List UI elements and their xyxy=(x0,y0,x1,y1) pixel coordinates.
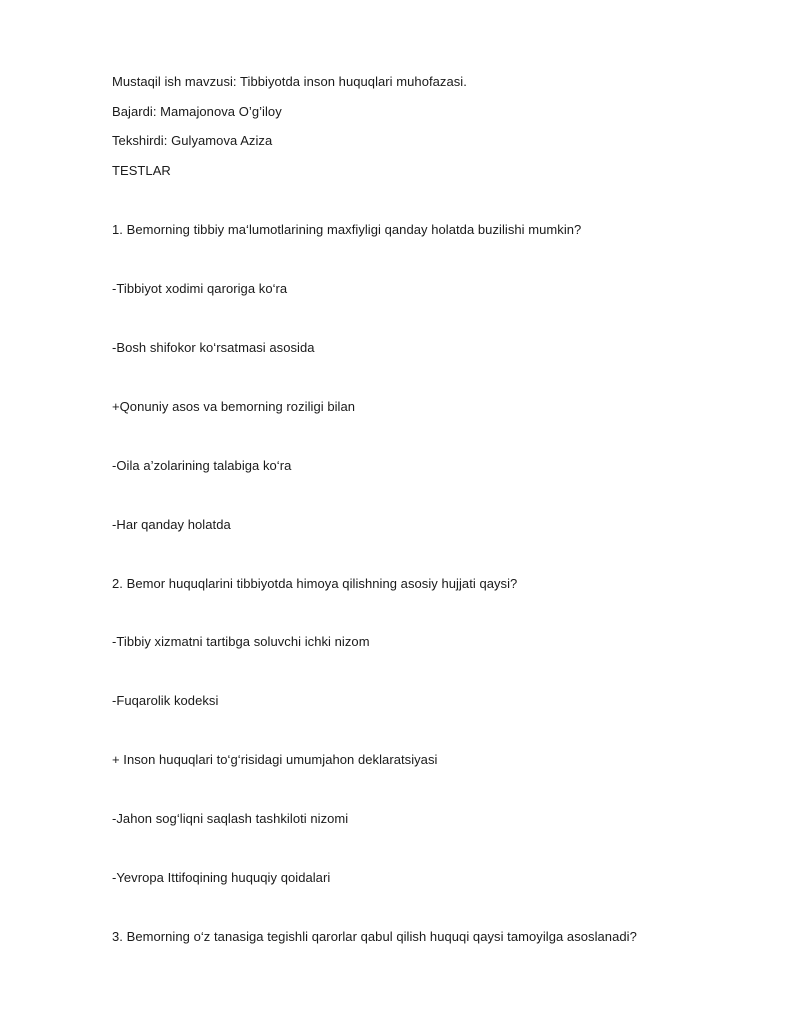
topic-line: Mustaqil ish mavzusi: Tibbiyotda inson huquqlari muhofazasi. xyxy=(112,74,467,89)
author-line: Bajardi: Mamajonova O’g’iloy xyxy=(112,104,282,119)
section-heading: TESTLAR xyxy=(112,163,171,178)
question-1-option-2: -Bosh shifokor ko‘rsatmasi asosida xyxy=(112,340,315,355)
question-1-option-1: -Tibbiyot xodimi qaroriga ko‘ra xyxy=(112,281,288,296)
question-2-option-2: -Fuqarolik kodeksi xyxy=(112,693,219,708)
question-1-option-4: -Oila a’zolarining talabiga ko‘ra xyxy=(112,458,292,473)
question-2-option-4: -Jahon sog‘liqni saqlash tashkiloti nizomi xyxy=(112,811,349,826)
question-2-option-5: -Yevropa Ittifoqining huquqiy qoidalari xyxy=(112,870,331,885)
question-2-option-1: -Tibbiy xizmatni tartibga soluvchi ichki nizom xyxy=(112,634,370,649)
question-1-option-5: -Har qanday holatda xyxy=(112,517,231,532)
question-2: 2. Bemor huquqlarini tibbiyotda himoya qilishning asosiy hujjati qaysi? xyxy=(112,576,518,591)
question-3: 3. Bemorning o‘z tanasiga tegishli qarorlar qabul qilish huquqi qaysi tamoyilga asoslanadi? xyxy=(112,929,637,944)
reviewer-line: Tekshirdi: Gulyamova Aziza xyxy=(112,133,273,148)
question-2-option-3: + Inson huquqlari to‘g‘risidagi umumjahon deklaratsiyasi xyxy=(112,752,438,767)
question-1-option-3: +Qonuniy asos va bemorning roziligi bilan xyxy=(112,399,356,414)
question-1: 1. Bemorning tibbiy ma‘lumotlarining maxfiyligi qanday holatda buzilishi mumkin? xyxy=(112,222,582,237)
